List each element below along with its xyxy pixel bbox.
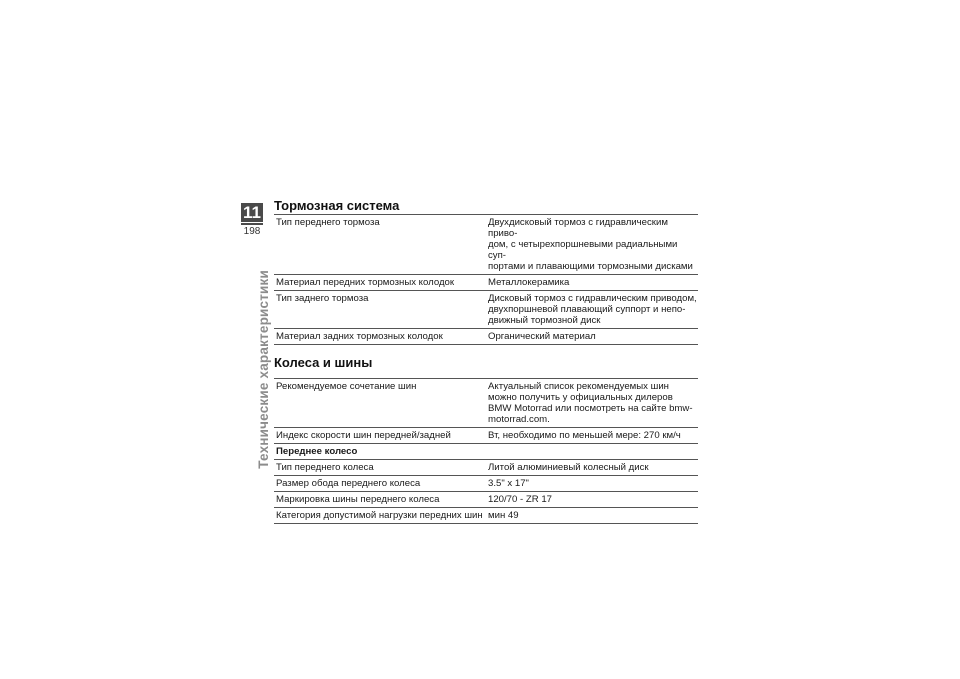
- table-row: [274, 508, 698, 524]
- wheels-section-title: Колеса и шины: [274, 355, 373, 370]
- table-row: [274, 492, 698, 508]
- spec-value: Дисковый тормоз с гидравлическим приводом, двухпоршневой плавающий суппорт и непо- движный тормозной диск: [486, 291, 698, 329]
- table-row: [274, 428, 698, 444]
- spec-value: Вт, необходимо по меньшей мере: 270 км/ч: [486, 428, 698, 444]
- spec-label: Тип заднего тормоза: [274, 291, 486, 329]
- spec-value: Литой алюминиевый колесный диск: [486, 460, 698, 476]
- spec-label: Переднее колесо: [274, 444, 486, 460]
- spec-value: мин 49: [486, 508, 698, 524]
- page-number: 198: [243, 226, 261, 237]
- table-row: [274, 291, 698, 329]
- table-row: [274, 444, 698, 460]
- spec-value: Двухдисковый тормоз с гидравлическим приво- дом, с четырехпоршневыми радиальными суп- портами и плавающими тормозными дисками: [486, 215, 698, 275]
- brakes-section-title: Тормозная система: [274, 198, 400, 213]
- wheels-table: [274, 378, 698, 524]
- spec-value: Органический материал: [486, 329, 698, 345]
- spec-label: Тип переднего колеса: [274, 460, 486, 476]
- table-row: [274, 215, 698, 275]
- spec-value: Актуальный список рекомендуемых шин можно получить у официальных дилеров BMW Motorrad или посмотреть на сайте bmw- motorrad.com.: [486, 379, 698, 428]
- chapter-side-title: Технические характеристики: [256, 270, 271, 469]
- chapter-number: 11: [241, 203, 263, 222]
- spec-label: Категория допустимой нагрузки передних шин: [274, 508, 486, 524]
- table-row: [274, 460, 698, 476]
- brakes-table: [274, 214, 698, 345]
- spec-value: 120/70 - ZR 17: [486, 492, 698, 508]
- table-row: [274, 329, 698, 345]
- table-row: [274, 379, 698, 428]
- spec-label: Маркировка шины переднего колеса: [274, 492, 486, 508]
- main-content: [274, 198, 698, 524]
- spec-value: 3.5" x 17": [486, 476, 698, 492]
- spec-label: Материал передних тормозных колодок: [274, 275, 486, 291]
- table-row: [274, 275, 698, 291]
- spec-label: Индекс скорости шин передней/задней: [274, 428, 486, 444]
- chapter-divider: [241, 223, 263, 225]
- table-row: [274, 476, 698, 492]
- chapter-marker: [241, 203, 263, 237]
- spec-value: [486, 444, 698, 460]
- spec-label: Материал задних тормозных колодок: [274, 329, 486, 345]
- spec-value: Металлокерамика: [486, 275, 698, 291]
- spec-label: Рекомендуемое сочетание шин: [274, 379, 486, 428]
- spec-label: Размер обода переднего колеса: [274, 476, 486, 492]
- spec-label: Тип переднего тормоза: [274, 215, 486, 275]
